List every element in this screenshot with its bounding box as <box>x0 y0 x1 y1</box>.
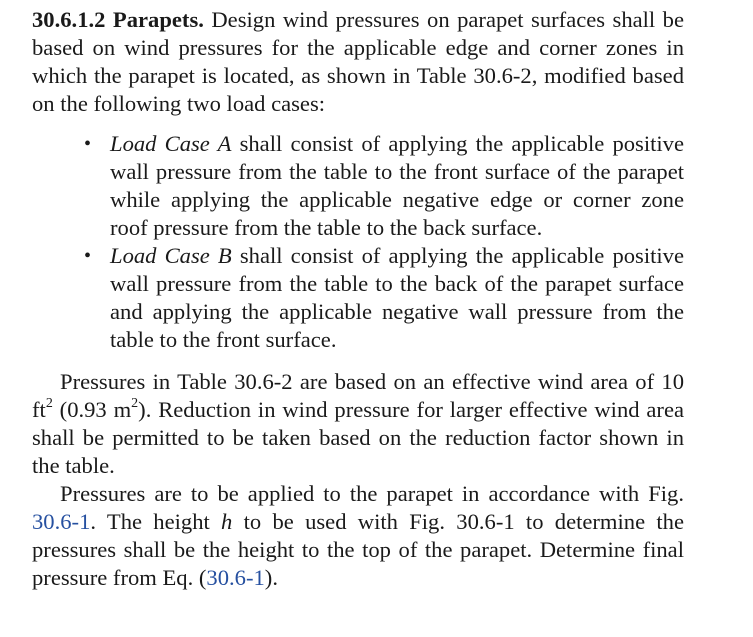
superscript: 2 <box>45 396 53 412</box>
bullet-icon: • <box>84 133 92 155</box>
text-run: . The height <box>90 509 222 534</box>
superscript: 2 <box>131 396 139 412</box>
document-page <box>32 6 684 592</box>
equation-link[interactable]: 30.6-1 <box>206 565 265 590</box>
effective-area-paragraph <box>32 368 684 480</box>
text-run: (0.93 m <box>52 397 132 422</box>
section-heading: 30.6.1.2 Parapets. <box>32 7 204 32</box>
load-case-list <box>32 130 684 354</box>
text-run: ). <box>264 565 278 590</box>
load-case-a-title: Load Case A <box>110 131 232 156</box>
text-run: Pressures in Table 30.6-2 are based on an effective wind area of 10 ft <box>32 369 684 422</box>
text-run: ). Reduction in wind pressure for larger effective wind area shall be permitted to be taken based on the reduction factor shown in the table. <box>32 397 684 478</box>
list-item <box>32 130 684 242</box>
figure-link[interactable]: 30.6-1 <box>32 509 91 534</box>
text-run: to be used with Fig. 30.6-1 to determine the pressures shall be the height to the top of the parapet. Determine final pressure from Eq. ( <box>32 509 684 590</box>
section-paragraph <box>32 6 684 118</box>
application-paragraph <box>32 480 684 592</box>
bullet-icon: • <box>84 245 92 267</box>
text-run: Pressures are to be applied to the parapet in accordance with Fig. <box>60 481 684 506</box>
list-item <box>32 242 684 354</box>
load-case-b-title: Load Case B <box>110 243 232 268</box>
load-case-a-text: shall consist of applying the applicable positive wall pressure from the table to the front surface of the parapet while applying the applicable negative edge or corner zone roof pressure from the table to the back surface. <box>110 131 684 240</box>
section-intro: Design wind pressures on parapet surfaces shall be based on wind pressures for the applicable edge and corner zones in which the parapet is located, as shown in Table 30.6-2, modified based on the following two load cases: <box>32 7 685 116</box>
load-case-b-text: shall consist of applying the applicable positive wall pressure from the table to the back of the parapet surface and applying the applicable negative wall pressure from the table to the front surface. <box>110 243 685 352</box>
variable-h: h <box>221 509 233 534</box>
